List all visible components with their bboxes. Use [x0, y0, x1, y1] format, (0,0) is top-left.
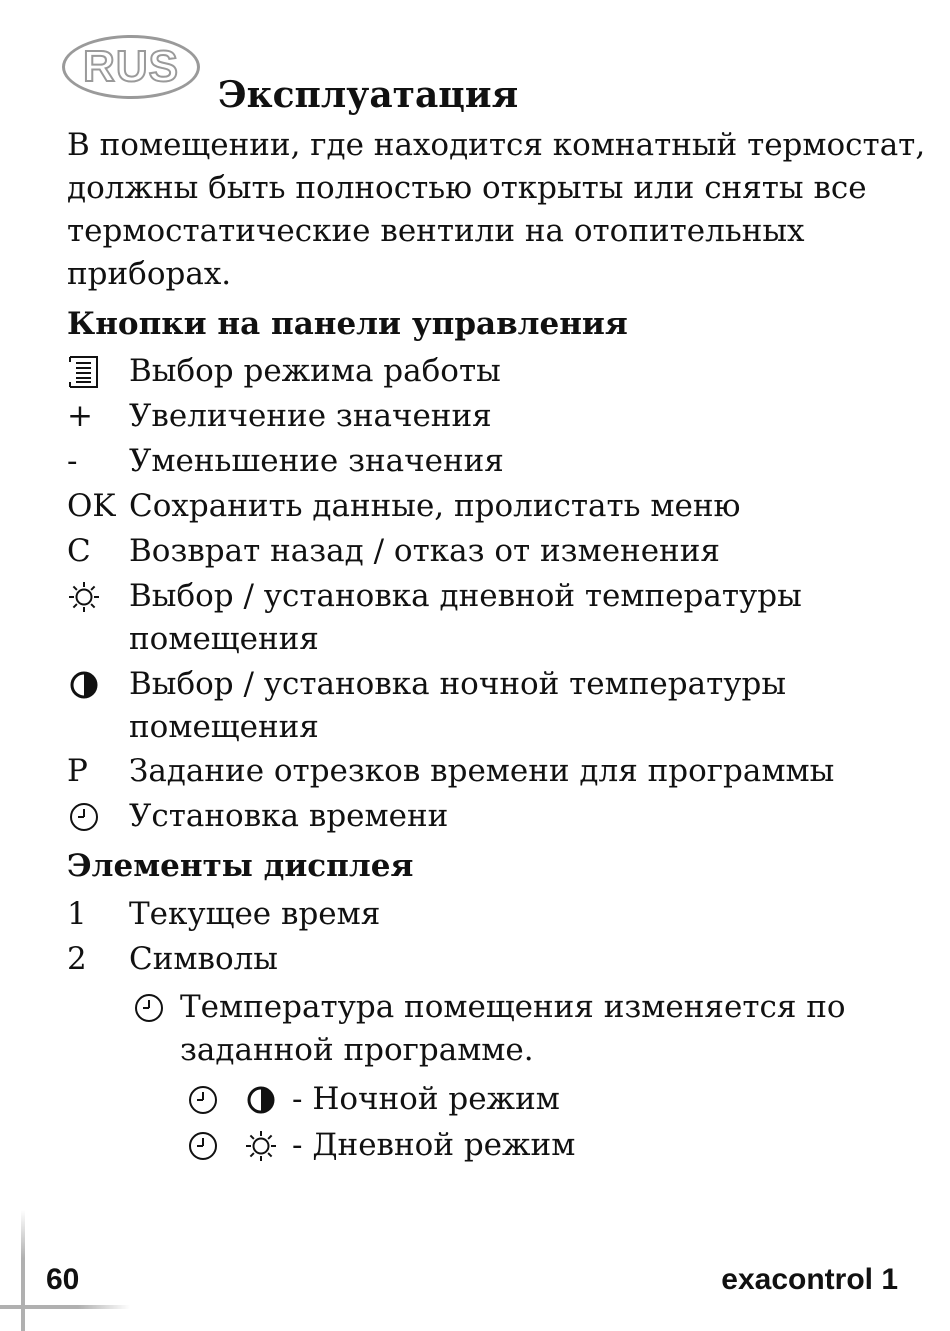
clock-icon [132, 986, 180, 1029]
language-badge: RUS [62, 35, 200, 99]
control-item-ok [67, 485, 927, 528]
display-heading: Элементы дисплея [67, 848, 414, 884]
control-item-label: Выбор режима работы [129, 353, 501, 389]
page-corner-mark-vertical [21, 1210, 25, 1331]
control-item-label: Установка времени [129, 798, 449, 834]
page-corner-mark-horizontal [0, 1305, 130, 1309]
moon-icon [244, 1078, 292, 1121]
control-item-key: + [67, 398, 93, 434]
clock-icon [186, 1078, 244, 1121]
control-item-key: OK [67, 488, 116, 524]
control-item-night [67, 663, 927, 749]
night-mode-label: - Ночной режим [292, 1081, 560, 1117]
display-item-number: 1 [67, 896, 87, 932]
menu-list-icon [67, 350, 129, 393]
display-item-number: 2 [67, 941, 87, 977]
control-item-minus [67, 440, 927, 483]
page-number: 60 [46, 1263, 80, 1296]
intro-paragraph: В помещении, где находится комнатный термостат, должны быть полностью открыты или сняты все термостатические вентили на отопительных приборах. [67, 127, 926, 292]
control-item-label: Выбор / установка ночной температуры помещения [129, 666, 787, 745]
control-item-key: C [67, 533, 91, 569]
controls-heading: Кнопки на панели управления [67, 306, 628, 342]
control-item-plus [67, 395, 927, 438]
control-item-label: Задание отрезков времени для программы [129, 753, 835, 789]
product-name: exacontrol 1 [721, 1263, 898, 1296]
page-title: Эксплуатация [218, 74, 519, 116]
control-item-key: - [67, 443, 78, 479]
symbol-day [186, 1124, 575, 1167]
display-item-label: Символы [129, 941, 278, 977]
display-item-symbols [67, 938, 927, 981]
clock-icon [67, 795, 129, 838]
sun-icon [244, 1124, 292, 1167]
moon-icon [67, 663, 129, 706]
control-item-label: Возврат назад / отказ от изменения [129, 533, 720, 569]
symbol-night [186, 1078, 560, 1121]
control-item-p [67, 750, 927, 793]
day-mode-label: - Дневной режим [292, 1127, 576, 1163]
control-item-day [67, 575, 927, 661]
control-item-clock [67, 795, 927, 838]
control-item-key: P [67, 753, 88, 789]
display-item-label: Текущее время [129, 896, 381, 932]
symbol-program [132, 986, 862, 1072]
control-item-label: Выбор / установка дневной температуры помещения [129, 578, 802, 657]
clock-icon [186, 1124, 244, 1167]
display-item-time [67, 893, 927, 936]
control-item-label: Увеличение значения [129, 398, 492, 434]
control-item-mode [67, 350, 927, 393]
symbol-program-text: Температура помещения изменяется по заданной программе. [180, 989, 846, 1068]
control-item-label: Сохранить данные, пролистать меню [129, 488, 741, 524]
sun-icon [67, 575, 129, 618]
control-item-label: Уменьшение значения [129, 443, 504, 479]
control-item-c [67, 530, 927, 573]
